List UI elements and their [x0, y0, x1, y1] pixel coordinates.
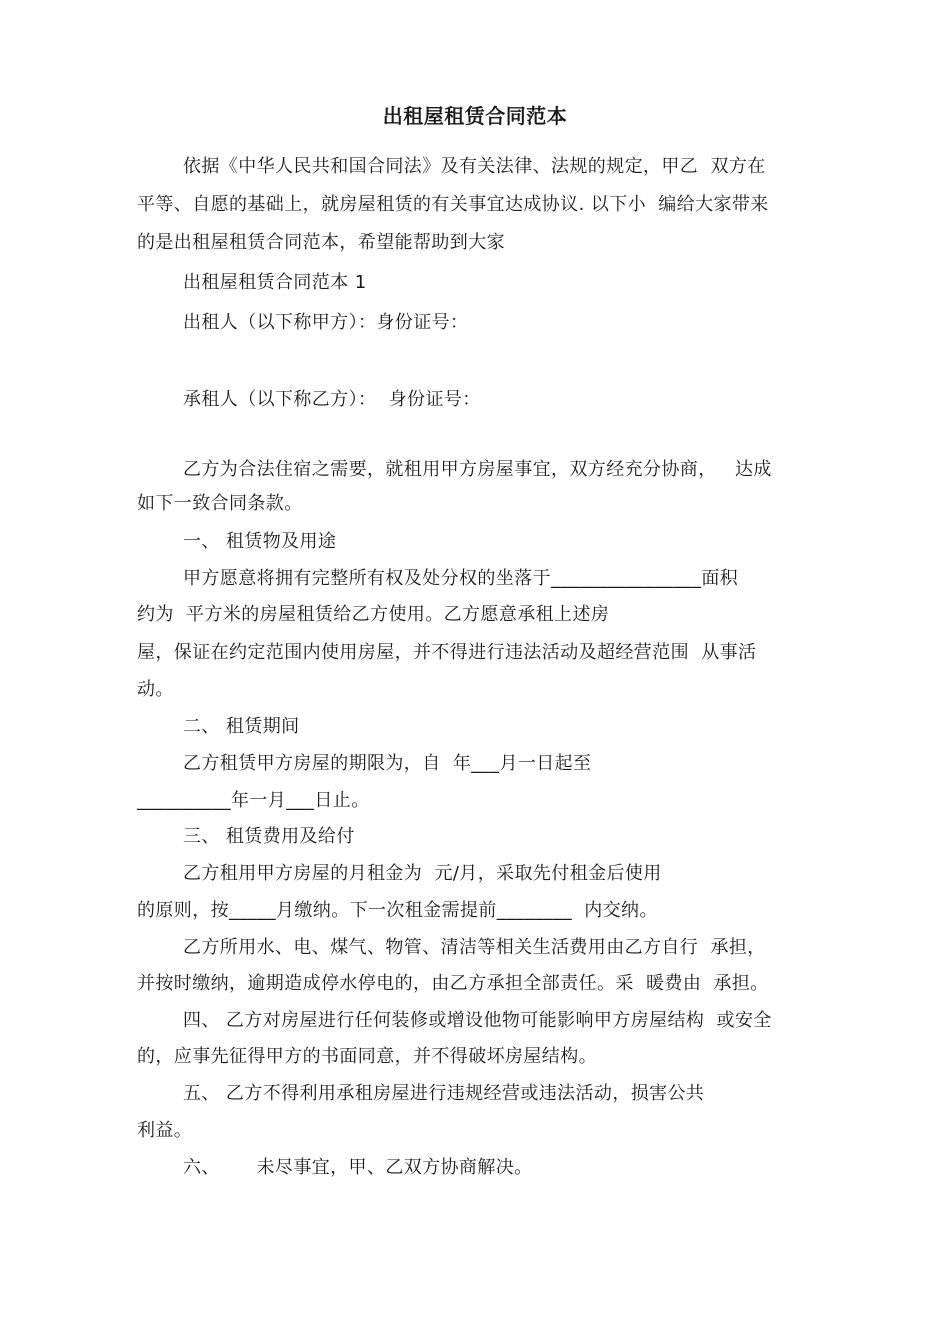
paragraph-line: 并按时缴纳，逾期造成停水停电的，由乙方承担全部责任。采 暖费由 承担。 — [137, 973, 769, 994]
paragraph-line: 利益。 — [137, 1120, 193, 1141]
section-heading: 二、 租赁期间 — [183, 716, 300, 737]
paragraph-line: 甲方愿意将拥有完整所有权及处分权的坐落于________________面积 — [183, 568, 739, 589]
paragraph-line: 五、 乙方不得利用承租房屋进行违规经营或违法活动，损害公共 — [183, 1083, 705, 1104]
section-heading: 一、 租赁物及用途 — [183, 531, 337, 552]
section-heading: 出租屋租赁合同范本 1 — [183, 272, 367, 293]
section-heading: 三、 租赁费用及给付 — [183, 826, 355, 847]
paragraph-line: 承租人（以下称乙方）： 身份证号： — [183, 389, 481, 410]
paragraph-line: 动。 — [137, 679, 174, 700]
paragraph-line: __________年一月___日止。 — [137, 790, 370, 811]
paragraph-line: 的是出租屋租赁合同范本，希望能帮助到大家 — [137, 232, 505, 253]
paragraph-line: 约为 平方米的房屋租赁给乙方使用。乙方愿意承租上述房 — [137, 604, 610, 625]
paragraph-line: 乙方所用水、电、煤气、物管、清洁等相关生活费用由乙方自行 承担， — [183, 937, 766, 958]
paragraph-line: 依据《中华人民共和国合同法》及有关法律、法规的规定，甲乙 双方在 — [183, 156, 766, 177]
paragraph-line: 乙方为合法住宿之需要，就租用甲方房屋事宜，双方经充分协商， 达成 — [183, 459, 772, 480]
document-title: 出租屋租赁合同范本 — [382, 104, 568, 128]
paragraph-line: 屋，保证在约定范围内使用房屋，并不得进行违法活动及超经营范围 从事活 — [137, 642, 757, 663]
paragraph-line: 平等、自愿的基础上，就房屋租赁的有关事宜达成协议. 以下小 编给大家带来 — [137, 194, 769, 215]
paragraph-line: 乙方租用甲方房屋的月租金为 元/月，采取先付租金后使用 — [183, 863, 662, 884]
paragraph-line: 的，应事先征得甲方的书面同意，并不得破坏房屋结构。 — [137, 1046, 597, 1067]
paragraph-line: 六、 未尽事宜，甲、乙双方协商解决。 — [183, 1157, 533, 1178]
paragraph-line: 出租人（以下称甲方）：身份证号： — [183, 312, 469, 333]
paragraph-line: 的原则，按_____月缴纳。下一次租金需提前________ 内交纳。 — [137, 900, 658, 921]
paragraph-line: 如下一致合同条款。 — [137, 493, 303, 514]
paragraph-line: 四、 乙方对房屋进行任何装修或增设他物可能影响甲方房屋结构 或安全 — [183, 1010, 772, 1031]
paragraph-line: 乙方租赁甲方房屋的期限为，自 年___月一日起至 — [183, 753, 592, 774]
